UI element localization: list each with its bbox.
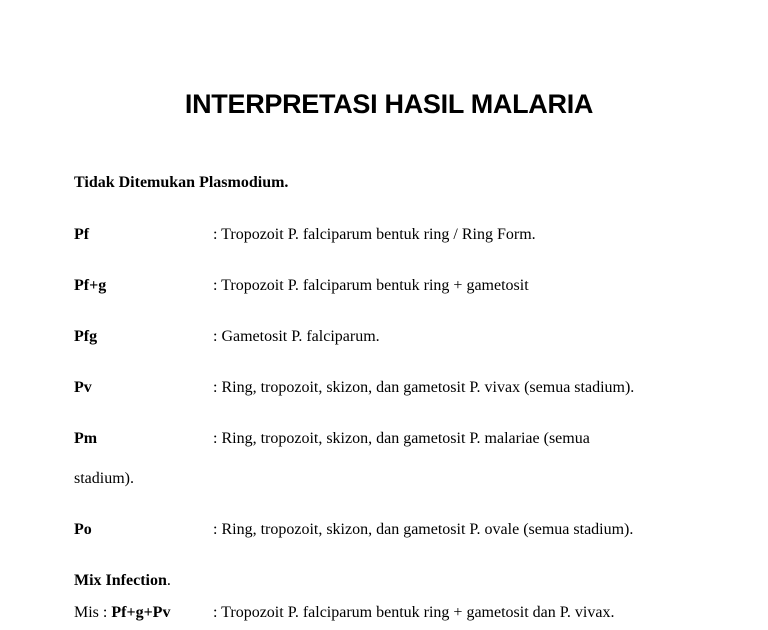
- entry-code-pf: Pf: [74, 226, 90, 243]
- entry-code-pfg-ring: Pf+g: [74, 277, 107, 294]
- mix-entry-prefix: Mis :: [74, 604, 112, 621]
- entry-desc-pv: : Ring, tropozoit, skizon, dan gametosit P. vivax (semua stadium).: [213, 379, 635, 396]
- entry-desc-po: : Ring, tropozoit, skizon, dan gametosit P. ovale (semua stadium).: [213, 521, 634, 538]
- mix-entry-desc: : Tropozoit P. falciparum bentuk ring + gametosit dan P. vivax.: [213, 604, 615, 621]
- entry-code-pfg: Pfg: [74, 328, 98, 345]
- entry-desc-pm: : Ring, tropozoit, skizon, dan gametosit P. malariae (semua: [213, 430, 590, 447]
- entry-desc-pfg-ring: : Tropozoit P. falciparum bentuk ring + gametosit: [213, 277, 529, 294]
- entry-code-pm: Pm: [74, 430, 98, 447]
- entry-desc-pf: : Tropozoit P. falciparum bentuk ring / Ring Form.: [213, 226, 536, 243]
- no-plasmodium-label: Tidak Ditemukan Plasmodium.: [74, 174, 289, 191]
- entry-desc-pfg: : Gametosit P. falciparum.: [213, 328, 380, 345]
- mix-infection-heading: [74, 571, 171, 591]
- mix-entry-code-text: Pf+g+Pv: [111, 604, 171, 621]
- entry-desc-pm-continuation: stadium).: [74, 470, 134, 487]
- mix-entry-code: [74, 603, 170, 623]
- entry-code-po: Po: [74, 521, 92, 538]
- entry-code-pv: Pv: [74, 379, 92, 396]
- mix-infection-heading-text: Mix Infection: [74, 572, 167, 589]
- page-title: INTERPRETASI HASIL MALARIA: [184, 89, 594, 119]
- mix-infection-heading-punct: .: [166, 572, 171, 589]
